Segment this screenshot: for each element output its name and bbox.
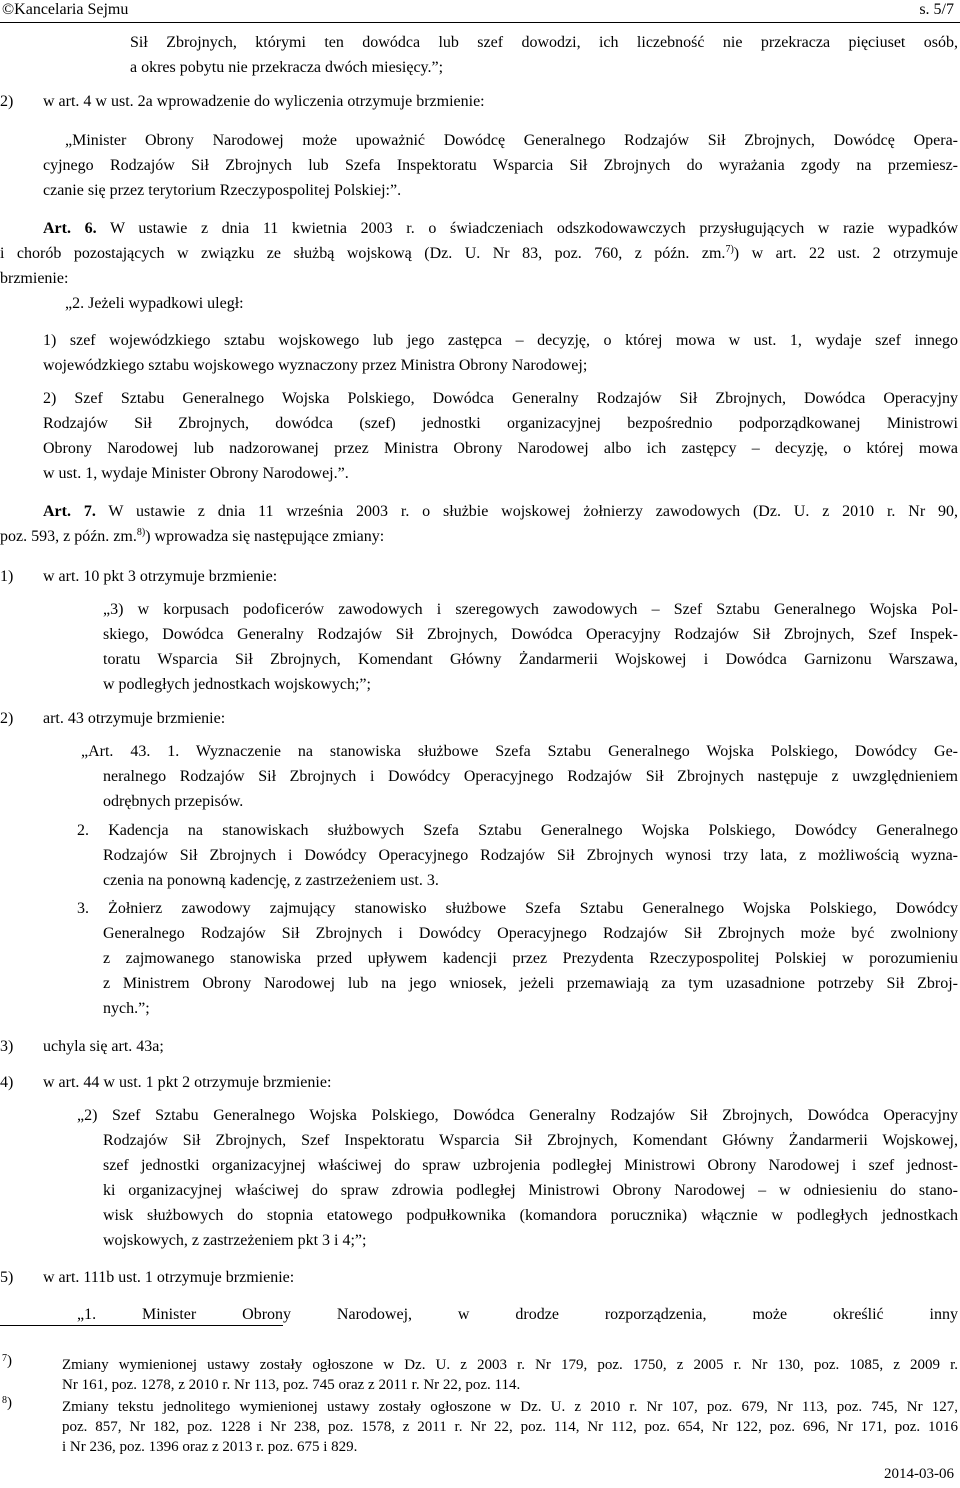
copyright-notice: ©Kancelaria Sejmu <box>2 1 129 18</box>
item-number: 2) <box>0 710 14 727</box>
item-text: w art. 44 w ust. 1 pkt 2 otrzymuje brzmienie: <box>43 1074 332 1091</box>
item-text: w art. 10 pkt 3 otrzymuje brzmienie: <box>43 568 278 585</box>
text-line: i chorób pozostających w związku ze służbą wojskową (Dz. U. Nr 83, poz. 760, z późn. zm. <box>0 245 726 262</box>
item-text: w art. 4 w ust. 2a wprowadzenie do wyliczenia otrzymuje brzmienie: <box>43 93 485 110</box>
text-line: a okres pobytu nie przekracza dwóch miesięcy.”; <box>130 59 444 76</box>
footnote-text: Zmiany wymienionej ustawy zostały ogłoszone w Dz. U. z 2003 r. Nr 179, poz. 1750, z 2005 r. Nr 130, poz. 1085, z 2009 r. <box>62 1357 958 1373</box>
text-line: 2. Kadencja na stanowiskach służbowych Szefa Sztabu Generalnego Wojska Polskiego, Dowódcy Generalnego <box>77 822 958 839</box>
text-line: wojewódzkiego sztabu wojskowego wyznaczony przez Ministra Obrony Narodowej; <box>43 357 588 374</box>
article-label: Art. 7. <box>43 503 96 520</box>
text-line: toratu Wsparcia Sił Zbrojnych, Komendant Główny Żandarmerii Wojskowej i Dowódca Garnizonu Warszawa, <box>103 651 958 668</box>
page-number: s. 5/7 <box>919 1 954 18</box>
footnote-divider <box>0 1325 283 1326</box>
footnote-text: Nr 161, poz. 1278, z 2010 r. Nr 113, poz. 745 oraz z 2011 r. Nr 22, poz. 114. <box>62 1377 521 1393</box>
footnote-ref: 8) <box>136 527 146 538</box>
text-line: ) wprowadza się następujące zmiany: <box>145 528 385 545</box>
continuation-paragraph <box>130 30 958 80</box>
quoted-article-43 <box>81 739 958 814</box>
text-line: wojskowych, z zastrzeżeniem pkt 3 i 4;”; <box>103 1232 367 1249</box>
footnote-text: Zmiany tekstu jednolitego wymienionej ustawy zostały ogłoszone w Dz. U. z 2010 r. Nr 107, poz. 679, Nr 113, poz. 745, Nr 127, <box>62 1399 958 1415</box>
text-line: „2) Szef Sztabu Generalnego Wojska Polskiego, Dowódca Generalny Rodzajów Sił Zbrojnych, Dowódca Operacyjny <box>77 1107 958 1124</box>
text-line: „Minister Obrony Narodowej może upoważnić Dowódcę Generalnego Rodzajów Sił Zbrojnych, Dowódcę Opera- <box>65 132 958 149</box>
text-line: „1. Minister Obrony Narodowej, w drodze rozporządzenia, może określić inny <box>77 1306 958 1323</box>
item-text: art. 43 otrzymuje brzmienie: <box>43 710 226 727</box>
text-line: brzmienie: <box>0 270 69 287</box>
text-line: cyjnego Rodzajów Sił Zbrojnych lub Szefa Inspektoratu Wsparcia Sił Zbrojnych do wyrażania zgody na przemiesz- <box>43 157 958 174</box>
item-text: w art. 111b ust. 1 otrzymuje brzmienie: <box>43 1269 295 1286</box>
text-line: 1) szef wojewódzkiego sztabu wojskowego lub jego zastępca – decyzję, o której mowa w ust. 1, wydaje szef innego <box>43 332 958 349</box>
footnote-marker: ) <box>7 1395 12 1411</box>
text-line: ki organizacyjnej właściwej do spraw zdrowia podległej Ministrowi Obrony Narodowej – w odniesieniu do stano- <box>103 1182 958 1199</box>
quoted-paragraph <box>77 1302 958 1327</box>
footnote-text: i Nr 236, poz. 1396 oraz z 2013 r. poz. 675 i 829. <box>62 1439 358 1455</box>
text-line: z Ministrem Obrony Narodowej lub na jego wniosek, jeżeli przemawiają za tym uzasadnione potrzeby Sił Zbroj- <box>103 975 958 992</box>
text-line: 2) Szef Sztabu Generalnego Wojska Polskiego, Dowódca Generalny Rodzajów Sił Zbrojnych, Dowódca Operacyjny <box>43 390 958 407</box>
quoted-text: „2. Jeżeli wypadkowi uległ: <box>65 295 244 312</box>
text-line: W ustawie z dnia 11 kwietnia 2003 r. o świadczeniach odszkodowawczych przysługujących w razie wypadków <box>109 220 958 237</box>
article-7 <box>0 499 958 549</box>
text-line: Generalnego Rodzajów Sił Zbrojnych i Dowódcy Operacyjnego Rodzajów Sił Zbrojnych może być zwolniony <box>103 925 958 942</box>
footnote-ref: 7) <box>725 244 734 255</box>
quoted-paragraph <box>103 597 958 697</box>
text-line: ) w art. 22 ust. 2 otrzymuje <box>733 245 959 262</box>
text-line: „3) w korpusach podoficerów zawodowych i szeregowych zawodowych – Szef Sztabu Generalnego Wojska Pol- <box>103 601 958 618</box>
quoted-paragraph <box>77 818 958 893</box>
footnote-marker: ) <box>7 1353 12 1369</box>
item-number: 5) <box>0 1269 14 1286</box>
text-line: czanie się przez terytorium Rzeczypospolitej Polskiej:”. <box>43 182 402 199</box>
text-line: Rodzajów Sił Zbrojnych, Szef Inspektoratu Wsparcia Sił Zbrojnych, Komendant Główny Żandarmerii Wojskowej, <box>103 1132 958 1149</box>
item-number: 3) <box>0 1038 14 1055</box>
text-line: z zajmowanego stanowiska przed upływem kadencji przez Prezydenta Rzeczypospolitej Polskiej w porozumieniu <box>103 950 958 967</box>
quoted-paragraph <box>77 1103 958 1253</box>
text-line: Rodzajów Sił Zbrojnych, dowódca (szef) jednostki organizacyjnej bezpośrednio podporządkowanej Ministrowi <box>43 415 958 432</box>
item-number: 2) <box>0 93 14 110</box>
footnote-text: poz. 857, Nr 182, poz. 1228 i Nr 238, poz. 1578, z 2011 r. Nr 22, poz. 114, Nr 112, poz. 654, Nr 122, poz. 696, Nr 171, poz. 1016 <box>62 1419 958 1435</box>
footnote-marker: 7 <box>2 1353 7 1364</box>
text-line: Sił Zbrojnych, którymi ten dowódca lub szef dowodzi, ich liczebność nie przekracza pięciuset osób, <box>130 34 958 51</box>
text-line: w podległych jednostkach wojskowych;”; <box>103 676 371 693</box>
text-line: W ustawie z dnia 11 września 2003 r. o służbie wojskowej żołnierzy zawodowych (Dz. U. z 2010 r. Nr 90, <box>108 503 958 520</box>
text-line: Rodzajów Sił Zbrojnych i Dowódcy Operacyjnego Rodzajów Sił Zbrojnych wynosi trzy lata, z możliwością wyzna- <box>103 847 958 864</box>
item-text: uchyla się art. 43a; <box>43 1038 164 1055</box>
header-divider <box>0 22 960 23</box>
article-label: Art. 6. <box>43 220 97 237</box>
quoted-paragraph <box>77 896 958 1021</box>
text-line: w ust. 1, wydaje Minister Obrony Narodowej.”. <box>43 465 349 482</box>
text-line: szef jednostki organizacyjnej właściwej do spraw uzbrojenia podległej Ministrowi Obrony Narodowej i szef jednost- <box>103 1157 958 1174</box>
text-line: „Art. 43. 1. Wyznaczenie na stanowiska służbowe Szefa Sztabu Generalnego Wojska Polskiego, Dowódcy Ge- <box>81 743 958 760</box>
document-date: 2014-03-06 <box>884 1466 954 1482</box>
item-number: 4) <box>0 1074 14 1091</box>
item-number: 1) <box>0 568 14 585</box>
text-line: nych.”; <box>103 1000 150 1017</box>
text-line: odrębnych przepisów. <box>103 793 244 810</box>
footnote-marker: 8 <box>2 1395 7 1406</box>
text-line: neralnego Rodzajów Sił Zbrojnych i Dowódcy Operacyjnego Rodzajów Sił Zbrojnych następuje z uwzględnieniem <box>103 768 958 785</box>
text-line: 3. Żołnierz zawodowy zajmujący stanowisko służbowe Szefa Sztabu Generalnego Wojska Polskiego, Dowódcy <box>77 900 958 917</box>
quoted-paragraph <box>43 128 958 203</box>
text-line: czenia na ponowną kadencję, z zastrzeżeniem ust. 3. <box>103 872 439 889</box>
text-line: skiego, Dowódca Generalny Rodzajów Sił Zbrojnych, Dowódca Operacyjny Rodzajów Sił Zbrojnych, Szef Inspek- <box>103 626 958 643</box>
text-line: wisk służbowych do stopnia etatowego podpułkownika (komandora porucznika) włącznie w podległych jednostkach <box>103 1207 958 1224</box>
quoted-point-1 <box>43 328 958 378</box>
quoted-point-2 <box>43 386 958 486</box>
article-6 <box>0 216 958 291</box>
text-line: poz. 593, z późn. zm. <box>0 528 137 545</box>
text-line: Obrony Narodowej lub nadzorowanej przez Ministra Obrony Narodowej albo ich zastępcy – decyzję, o której mowa <box>43 440 958 457</box>
